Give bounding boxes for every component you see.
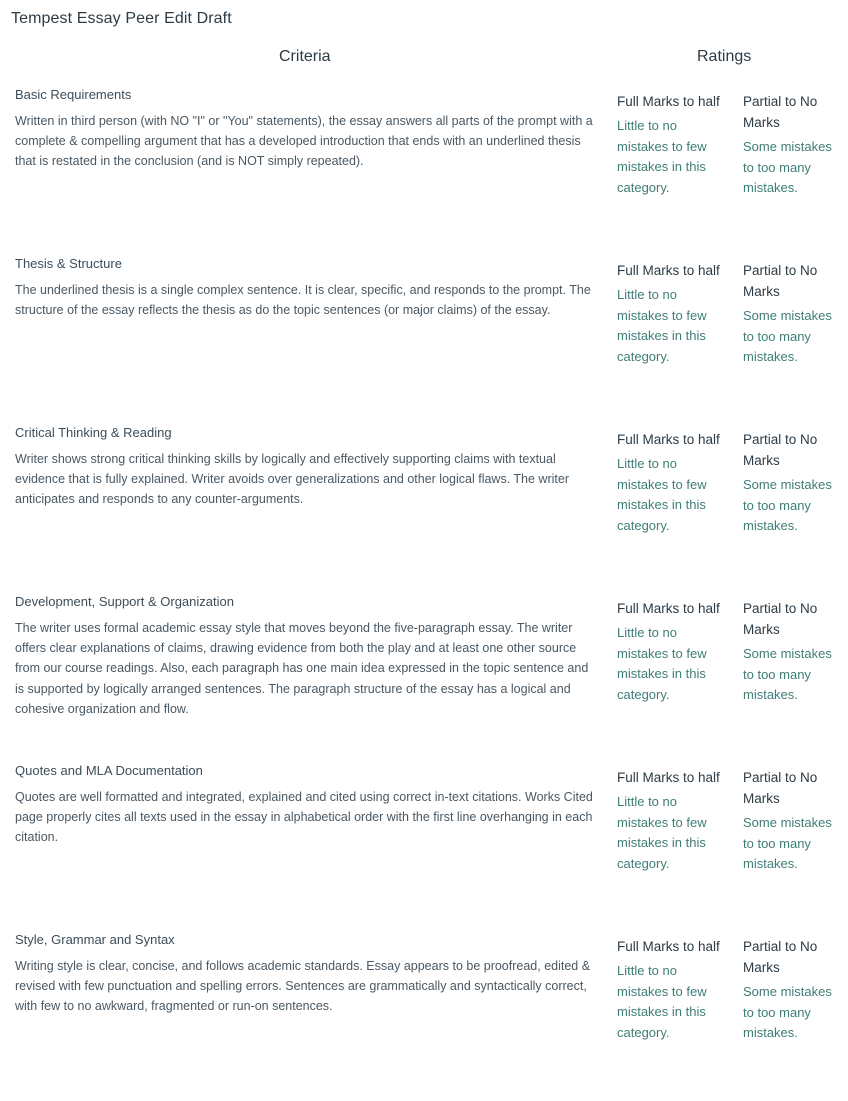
- rating-description: Little to no mistakes to few mistakes in this category.: [617, 625, 707, 702]
- criterion-description: Quotes are well formatted and integrated, explained and cited using correct in-text citations. Works Cited page properly cites all texts used in the essay in alphabetical order with the first line overhanging in each citation.: [15, 790, 593, 845]
- rating-full-marks[interactable]: [617, 936, 729, 1043]
- rating-description: Little to no mistakes to few mistakes in this category.: [617, 287, 707, 364]
- rating-title: Partial to No Marks: [743, 263, 818, 299]
- rubric-row: [0, 932, 848, 1101]
- rating-description: Some mistakes to too many mistakes.: [743, 646, 832, 703]
- criterion-description: Writing style is clear, concise, and follows academic standards. Essay appears to be proofread, edited & revised with few punctuation and spelling errors. Sentences are grammatically and syntactically correct, with few to no awkward, fragmented or run-on sentences.: [15, 959, 591, 1014]
- rating-title: Full Marks to half: [617, 601, 720, 616]
- rating-partial-marks[interactable]: [743, 598, 839, 706]
- criterion-title: Quotes and MLA Documentation: [15, 763, 203, 778]
- rating-description: Some mistakes to too many mistakes.: [743, 984, 832, 1041]
- rating-title: Partial to No Marks: [743, 939, 818, 975]
- rating-full-marks[interactable]: [617, 598, 729, 705]
- rating-title: Full Marks to half: [617, 94, 720, 109]
- rubric-row: [0, 763, 848, 932]
- rating-full-marks[interactable]: [617, 767, 729, 874]
- rating-full-marks[interactable]: [617, 260, 729, 367]
- rating-partial-marks[interactable]: [743, 260, 839, 368]
- criterion-title: Critical Thinking & Reading: [15, 425, 172, 440]
- criterion-title: Thesis & Structure: [15, 256, 122, 271]
- rating-description: Little to no mistakes to few mistakes in this category.: [617, 118, 707, 195]
- rating-title: Full Marks to half: [617, 939, 720, 954]
- rating-title: Full Marks to half: [617, 432, 720, 447]
- criterion-description: The writer uses formal academic essay style that moves beyond the five-paragraph essay. The writer offers clear explanations of claims, drawing evidence from both the play and at least one other source from our course readings. Also, each paragraph has one main idea expressed in the topic sentence and is supported by logically arranged sentences. The paragraph structure of the essay has a logical and cohesive organization and flow.: [15, 621, 589, 716]
- rubric-row: [0, 87, 848, 256]
- criterion-title: Development, Support & Organization: [15, 594, 234, 609]
- rating-partial-marks[interactable]: [743, 767, 839, 875]
- rating-description: Some mistakes to too many mistakes.: [743, 815, 832, 872]
- criterion-description: Writer shows strong critical thinking skills by logically and effectively supporting claims with textual evidence that is fully explained. Writer avoids over generalizations and other logical flaws. The writer anticipates and responds to any counter-arguments.: [15, 452, 569, 507]
- rating-partial-marks[interactable]: [743, 91, 839, 199]
- rating-title: Partial to No Marks: [743, 432, 818, 468]
- rating-description: Some mistakes to too many mistakes.: [743, 308, 832, 365]
- ratings-column-header: Ratings: [697, 48, 752, 65]
- rating-partial-marks[interactable]: [743, 936, 839, 1044]
- rating-description: Little to no mistakes to few mistakes in this category.: [617, 456, 707, 533]
- rating-title: Full Marks to half: [617, 263, 720, 278]
- rating-title: Partial to No Marks: [743, 770, 818, 806]
- rating-title: Partial to No Marks: [743, 94, 818, 130]
- criterion-title: Basic Requirements: [15, 87, 132, 102]
- criterion-title: Style, Grammar and Syntax: [15, 932, 175, 947]
- rating-full-marks[interactable]: [617, 429, 729, 536]
- rubric-row: [0, 256, 848, 425]
- rating-description: Little to no mistakes to few mistakes in this category.: [617, 794, 707, 871]
- criterion-description: The underlined thesis is a single complex sentence. It is clear, specific, and responds to the prompt. The structure of the essay reflects the thesis as do the topic sentences (or major claims) of the essay.: [15, 283, 591, 318]
- rating-description: Little to no mistakes to few mistakes in this category.: [617, 963, 707, 1040]
- rating-full-marks[interactable]: [617, 91, 729, 198]
- rating-title: Full Marks to half: [617, 770, 720, 785]
- rating-description: Some mistakes to too many mistakes.: [743, 139, 832, 196]
- rubric-row: [0, 594, 848, 763]
- rating-description: Some mistakes to too many mistakes.: [743, 477, 832, 534]
- rating-title: Partial to No Marks: [743, 601, 818, 637]
- criterion-description: Written in third person (with NO "I" or "You" statements), the essay answers all parts of the prompt with a complete & compelling argument that has a developed introduction that ends with an underlined thesis that is restated in the conclusion (and is NOT simply repeated).: [15, 114, 593, 169]
- rating-partial-marks[interactable]: [743, 429, 839, 537]
- criteria-column-header: Criteria: [279, 48, 331, 65]
- page-title: Tempest Essay Peer Edit Draft: [11, 10, 232, 27]
- rubric-row: [0, 425, 848, 594]
